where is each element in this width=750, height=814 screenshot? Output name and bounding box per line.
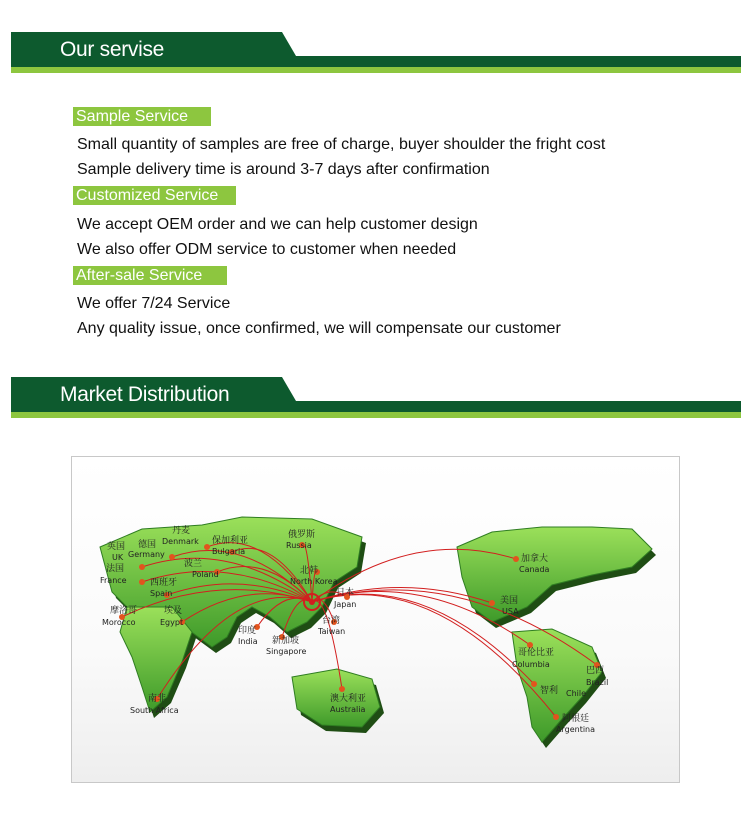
sample-service-line-1: Small quantity of samples are free of charge, buyer shoulder the fright cost xyxy=(77,136,606,153)
map-label-france-cn: 法国 xyxy=(106,564,125,574)
map-label-south-africa-cn: 南非 xyxy=(148,694,167,704)
location-marker xyxy=(139,579,145,585)
map-label-taiwan-cn: 台湾 xyxy=(322,616,341,626)
banner-stripe xyxy=(11,67,741,73)
map-label-columbia-cn: 哥伦比亚 xyxy=(518,648,555,658)
map-label-australia-cn: 澳大利亚 xyxy=(330,694,367,704)
map-label-poland-cn: 波兰 xyxy=(184,559,203,569)
service-section-banner xyxy=(11,32,741,75)
map-label-north-korea-en: North Korea xyxy=(290,577,338,586)
after-sale-service-line-2: Any quality issue, once confirmed, we will compensate our customer xyxy=(77,320,561,337)
market-section-banner xyxy=(11,377,741,420)
location-marker xyxy=(489,600,495,606)
location-marker xyxy=(513,556,519,562)
map-label-argentina-cn: 阿根廷 xyxy=(562,714,590,724)
customized-service-label: Customized Service xyxy=(73,186,236,205)
sample-service-label: Sample Service xyxy=(73,107,211,126)
map-label-bulgaria-en: Bulgaria xyxy=(212,547,246,556)
map-label-poland-en: Poland xyxy=(192,570,219,579)
map-label-usa-en: USA xyxy=(502,607,519,616)
location-marker xyxy=(553,714,559,720)
map-label-japan-cn: 日本 xyxy=(336,588,355,598)
location-marker xyxy=(204,544,210,550)
location-marker xyxy=(339,686,345,692)
map-label-germany-en: Germany xyxy=(128,550,165,559)
map-label-egypt-cn: 埃及 xyxy=(164,606,183,616)
map-label-russia-en: Russia xyxy=(286,541,312,550)
after-sale-service-label: After-sale Service xyxy=(73,266,227,285)
map-label-spain-cn: 西班牙 xyxy=(150,578,178,588)
section-title: Our servise xyxy=(60,38,165,61)
banner-stripe xyxy=(11,412,741,418)
map-label-uk-cn: 英国 xyxy=(107,542,126,552)
map-label-india-en: India xyxy=(238,637,258,646)
map-label-brazil-cn: 巴西 xyxy=(586,666,605,676)
map-label-egypt-en: Egypt xyxy=(160,618,184,627)
customized-service-line-2: We also offer ODM service to customer when needed xyxy=(77,241,457,258)
map-label-australia-en: Australia xyxy=(330,705,366,714)
map-label-south-africa-en: South Africa xyxy=(130,706,179,715)
map-label-india-cn: 印度 xyxy=(238,626,257,636)
map-label-canada-en: Canada xyxy=(519,565,550,574)
map-label-japan-en: Japan xyxy=(334,600,357,609)
map-label-morocco-cn: 摩洛哥 xyxy=(110,606,138,616)
map-label-spain-en: Spain xyxy=(150,589,173,598)
map-label-north-korea-cn: 北韩 xyxy=(300,566,319,576)
location-marker xyxy=(139,564,145,570)
map-label-columbia-en: Columbia xyxy=(512,660,550,669)
world-distribution-map xyxy=(71,456,680,783)
after-sale-service-line-1: We offer 7/24 Service xyxy=(77,295,231,312)
map-label-canada-cn: 加拿大 xyxy=(521,554,549,564)
map-label-denmark-en: Denmark xyxy=(162,537,199,546)
map-label-uk-en: UK xyxy=(112,553,124,562)
map-label-singapore-cn: 新加坡 xyxy=(272,636,300,646)
location-marker xyxy=(531,681,537,687)
map-label-bulgaria-cn: 保加利亚 xyxy=(212,536,249,546)
map-label-argentina-en: Argentina xyxy=(556,725,596,734)
map-label-morocco-en: Morocco xyxy=(102,618,136,627)
map-label-chile-en: Chile xyxy=(566,689,587,698)
customized-service-line-1: We accept OEM order and we can help customer design xyxy=(77,216,478,233)
continents xyxy=(100,517,652,742)
map-label-denmark-cn: 丹麦 xyxy=(172,526,191,536)
map-label-russia-cn: 俄罗斯 xyxy=(288,530,316,540)
map-label-germany-cn: 德国 xyxy=(138,540,157,550)
map-label-brazil-en: Brazil xyxy=(586,678,609,687)
sample-service-line-2: Sample delivery time is around 3-7 days after confirmation xyxy=(77,161,490,178)
section-title: Market Distribution xyxy=(60,383,230,406)
map-label-usa-cn: 美国 xyxy=(500,596,519,606)
map-label-taiwan-en: Taiwan xyxy=(318,627,346,636)
map-label-france-en: France xyxy=(100,576,127,585)
map-label-chile-cn: 智利 xyxy=(540,686,559,696)
location-marker xyxy=(169,554,175,560)
map-label-singapore-en: Singapore xyxy=(266,647,307,656)
